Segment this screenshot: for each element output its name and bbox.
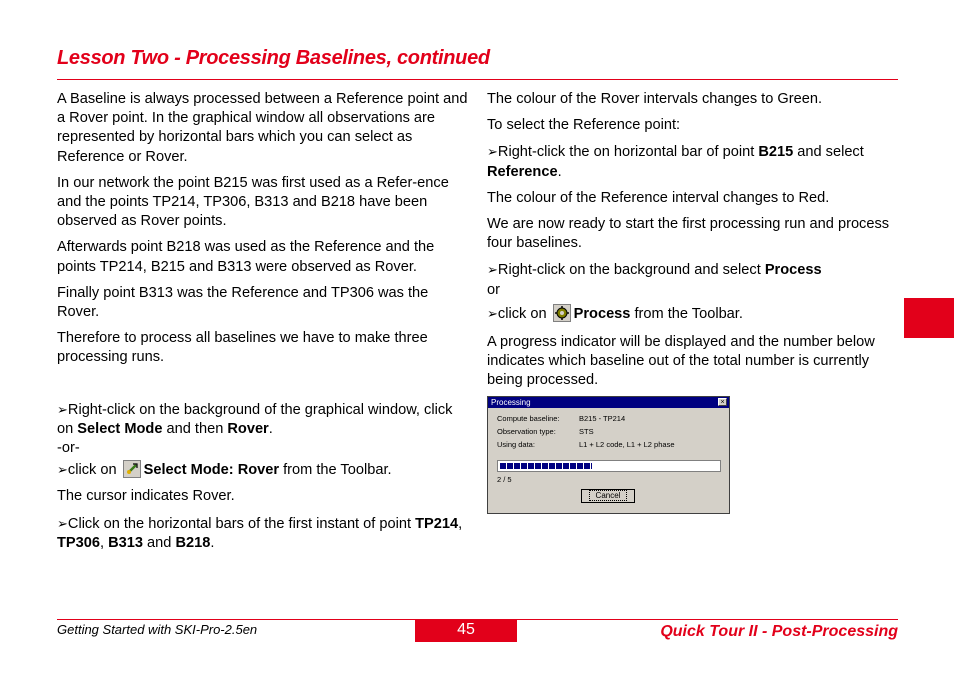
paragraph: To select the Reference point:	[487, 117, 681, 134]
instruction-step: ➢Right-click on the background of the graphical window, click on Select Mode and then Rover.	[57, 401, 453, 437]
paragraph: In our network the point B215 was first used as a Refer-ence and the points TP214, TP306, B313 and B218 have been observed as Rover points.	[57, 174, 449, 230]
paragraph: A Baseline is always processed between a Reference point and a Rover point. In the graphical window all observations are represented by horizontal bars which you can select as Reference or Rover.	[57, 91, 468, 165]
paragraph: A progress indicator will be displayed and the number below indicates which baseline out of the total number is currently being processed.	[487, 334, 875, 389]
dialog-title: Processing	[491, 398, 531, 407]
paragraph: We are now ready to start the first processing run and process four baselines.	[487, 216, 890, 252]
arrow-bullet-icon: ➢	[487, 144, 498, 160]
paragraph: The cursor indicates Rover.	[57, 488, 235, 505]
section-tab-marker	[904, 298, 954, 338]
footer-section-title: Quick Tour II - Post-Processing	[660, 623, 898, 640]
page-number: 45	[415, 620, 517, 642]
arrow-bullet-icon: ➢	[57, 401, 68, 417]
progress-bar	[497, 460, 721, 472]
or-label: or	[487, 281, 500, 298]
progress-fill	[500, 463, 592, 469]
page-title: Lesson Two - Processing Baselines, continued	[57, 47, 490, 69]
instruction-step: ➢Right-click the on horizontal bar of point B215 and select Reference.	[487, 144, 864, 180]
processing-dialog	[487, 396, 730, 514]
instruction-step: ➢Click on the horizontal bars of the first instant of point TP214, TP306, B313 and B218.	[57, 515, 463, 551]
close-icon[interactable]: ×	[718, 398, 727, 406]
paragraph: The colour of the Rover intervals changes to Green.	[487, 91, 823, 107]
or-label: -or-	[57, 440, 80, 457]
left-column	[57, 90, 472, 560]
dialog-row: Compute baseline: B215 - TP214	[497, 414, 626, 423]
right-column	[487, 90, 892, 398]
progress-count: 2 / 5	[497, 475, 512, 484]
header-rule	[57, 79, 898, 80]
dialog-row: Observation type: STS	[497, 427, 594, 436]
arrow-bullet-icon: ➢	[487, 305, 498, 321]
arrow-bullet-icon: ➢	[57, 515, 68, 531]
paragraph: Finally point B313 was the Reference and TP306 was the Rover.	[57, 284, 429, 321]
paragraph: Afterwards point B218 was used as the Reference and the points TP214, B215 and B313 were observed as Rover.	[57, 239, 435, 275]
footer-doc-title: Getting Started with SKI-Pro-2.5en	[57, 622, 258, 637]
cancel-button[interactable]: Cancel	[581, 489, 635, 503]
dialog-titlebar	[488, 397, 729, 408]
paragraph: The colour of the Reference interval changes to Red.	[487, 189, 830, 206]
arrow-bullet-icon: ➢	[57, 462, 68, 478]
instruction-step: ➢click on Process from the Toolbar.	[487, 305, 743, 322]
dialog-row: Using data: L1 + L2 code, L1 + L2 phase	[497, 440, 675, 449]
rover-mode-toolbar-icon[interactable]	[123, 460, 141, 478]
instruction-step: ➢Right-click on the background and select Process	[487, 262, 822, 279]
arrow-bullet-icon: ➢	[487, 262, 498, 278]
instruction-step: ➢click on Select Mode: Rover from the Toolbar.	[57, 462, 392, 479]
paragraph: Therefore to process all baselines we have to make three processing runs.	[57, 330, 428, 366]
process-toolbar-icon[interactable]	[553, 304, 571, 322]
